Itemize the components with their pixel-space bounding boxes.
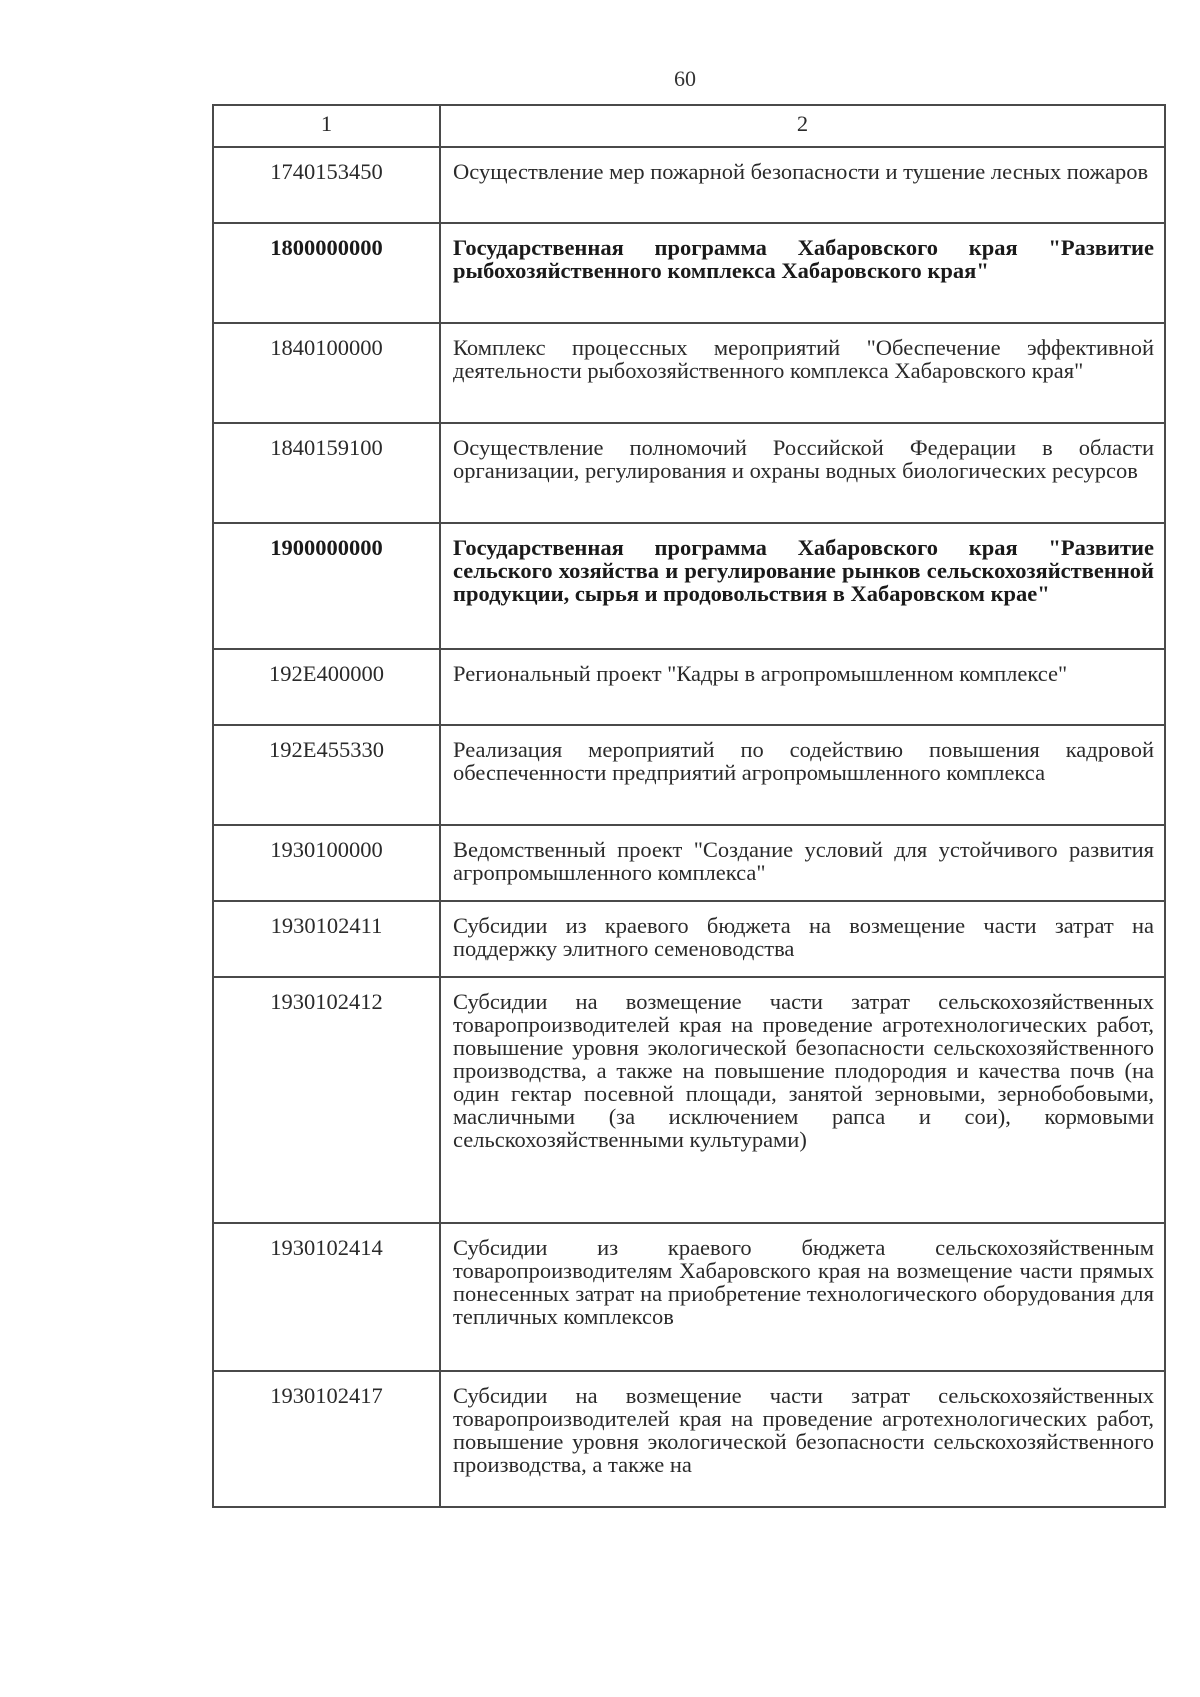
row-code: 1930102411	[213, 901, 440, 977]
row-text: Субсидии на возмещение части затрат сельскохозяйственных товаропроизводителей края на проведение агротехнологических работ, повышение уровня экологической безопасности сельскохозяйственного производства, а также на	[440, 1371, 1165, 1507]
row-code: 1930102417	[213, 1371, 440, 1507]
column-header-name: 2	[440, 105, 1165, 147]
table-row	[213, 523, 1165, 649]
table-row	[213, 649, 1165, 725]
row-text: Государственная программа Хабаровского края "Развитие рыбохозяйственного комплекса Хабаровского края"	[440, 223, 1165, 323]
row-text: Субсидии из краевого бюджета на возмещение части затрат на поддержку элитного семеноводства	[440, 901, 1165, 977]
row-code: 192E400000	[213, 649, 440, 725]
row-text: Реализация мероприятий по содействию повышения кадровой обеспеченности предприятий агропромышленного комплекса	[440, 725, 1165, 825]
row-text: Осуществление мер пожарной безопасности и тушение лесных пожаров	[440, 147, 1165, 223]
row-code: 1900000000	[213, 523, 440, 649]
row-text: Субсидии из краевого бюджета сельскохозяйственным товаропроизводителям Хабаровского края на возмещение части прямых понесенных затрат на приобретение технологического оборудования для тепличных комплексов	[440, 1223, 1165, 1371]
row-text: Государственная программа Хабаровского края "Развитие сельского хозяйства и регулирование рынков сельскохозяйственной продукции, сырья и продовольствия в Хабаровском крае"	[440, 523, 1165, 649]
row-code: 1930102414	[213, 1223, 440, 1371]
page-number: 60	[674, 66, 696, 91]
table-row	[213, 1223, 1165, 1371]
table-row	[213, 147, 1165, 223]
table-row	[213, 725, 1165, 825]
row-text: Комплекс процессных мероприятий "Обеспечение эффективной деятельности рыбохозяйственного комплекса Хабаровского края"	[440, 323, 1165, 423]
row-code: 1930102412	[213, 977, 440, 1223]
row-code: 1740153450	[213, 147, 440, 223]
table-row	[213, 977, 1165, 1223]
row-code: 192E455330	[213, 725, 440, 825]
row-code: 1840159100	[213, 423, 440, 523]
table-row	[213, 223, 1165, 323]
classification-table	[212, 104, 1166, 1508]
row-text: Субсидии на возмещение части затрат сельскохозяйственных товаропроизводителей края на проведение агротехнологических работ, повышение уровня экологической безопасности сельскохозяйственного производства, а также на повышение плодородия и качества почв (на один гектар посевной площади, занятой зерновыми, зернобобовыми, масличными (за исключением рапса и сои), кормовыми сельскохозяйственными культурами)	[440, 977, 1165, 1223]
row-code: 1800000000	[213, 223, 440, 323]
table-row	[213, 323, 1165, 423]
table-header-row	[213, 105, 1165, 147]
row-text: Осуществление полномочий Российской Федерации в области организации, регулирования и охраны водных биологических ресурсов	[440, 423, 1165, 523]
row-text: Региональный проект "Кадры в агропромышленном комплексе"	[440, 649, 1165, 725]
table-row	[213, 423, 1165, 523]
column-header-code: 1	[213, 105, 440, 147]
row-code: 1930100000	[213, 825, 440, 901]
table-row	[213, 1371, 1165, 1507]
table-row	[213, 901, 1165, 977]
row-code: 1840100000	[213, 323, 440, 423]
table-row	[213, 825, 1165, 901]
row-text: Ведомственный проект "Создание условий для устойчивого развития агропромышленного комплекса"	[440, 825, 1165, 901]
